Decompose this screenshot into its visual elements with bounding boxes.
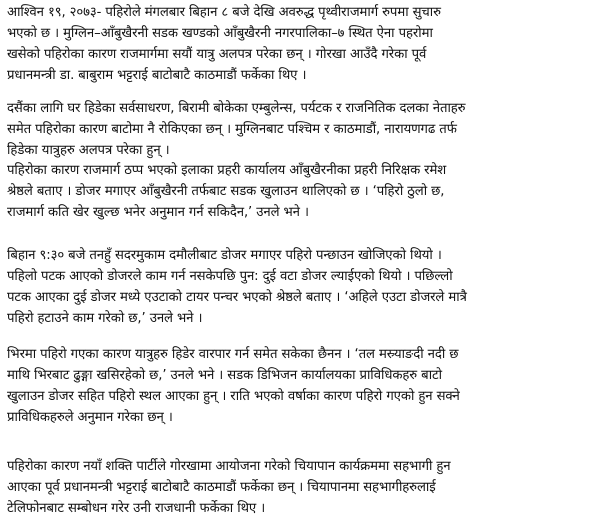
- paragraph-line: भएको छ । मुग्लिन–आँबुखैरनी सडक खण्डको आँबुखैरनी नगरपालिका–७ स्थित ऐना पहरोमा: [7, 26, 433, 41]
- paragraph-line: माथि भिरबाट ढुङ्गा खसिरहेको छ,’ उनले भने । सडक डिभिजन कार्यालयका प्राविधिकहरु बाटो: [7, 368, 442, 383]
- paragraph-line: खसेको पहिरोका कारण राजमार्गमा सयौं यात्रु अलपत्र परेका छन् । गोरखा आउँदै गरेका पूर्व: [7, 47, 427, 62]
- paragraph-line: पहिरोका कारण नयाँ शक्ति पार्टीले गोरखामा आयोजना गरेको चियापान कार्यक्रममा सहभागी हुन: [7, 459, 451, 474]
- paragraph-line: पटक आएका दुई डोजर मध्ये एउटाको टायर पन्चर भएको श्रेष्ठले बताए । ‘अहिले एउटा डोजरले मात्रै: [7, 290, 467, 305]
- paragraph-1: [7, 2, 611, 86]
- paragraph-line: हिडेका यात्रुहरु अलपत्र परेका हुन् ।: [7, 143, 170, 158]
- paragraph-line: आश्विन १९, २०७३- पहिरोले मंगलबार बिहान ८ बजे देखि अवरुद्ध पृथ्वीराजमार्ग रुपमा सुचारु: [7, 5, 441, 20]
- paragraph-line: पहिलो पटक आएको डोजरले काम गर्न नसकेपछि पुन: दुई वटा डोजर ल्याईएको थियो । पछिल्लो: [7, 269, 453, 284]
- paragraph-line: बिहान ९:३० बजे तनहुँ सदरमुकाम दमौलीबाट डोजर मगाएर पहिरो पन्छाउन खोजिएको थियो ।: [7, 248, 442, 263]
- paragraph-line: समेत पहिरोका कारण बाटोमा नै रोकिएका छन् । मुग्लिनबाट पश्चिम र काठमाडौं, नारायणगढ तर्फ: [7, 122, 457, 137]
- paragraph-4: [7, 245, 611, 329]
- paragraph-2: [7, 98, 611, 161]
- paragraph-line: प्राविधिकहरुले अनुमान गरेका छन् ।: [7, 410, 173, 425]
- paragraph-line: पहिरोका कारण राजमार्ग ठप्प भएको इलाका प्रहरी कार्यालय आँबुखैरनीका प्रहरी निरिक्षक रमेश: [7, 163, 447, 178]
- paragraph-line: खुलाउन डोजर सहित पहिरो स्थल आएका हुन् । राति भएको वर्षाका कारण पहिरो गएको हुन सक्ने: [7, 389, 460, 404]
- paragraph-line: टेलिफोनबाट सम्बोधन गरेर उनी राजधानी फर्केका थिए ।: [7, 501, 266, 516]
- paragraph-line: पहिरो हटाउने काम गरेको छ,’ उनले भने ।: [7, 311, 203, 326]
- paragraph-line: राजमार्ग कति खेर खुल्छ भनेर अनुमान गर्न सकिदैन,’ उनले भने ।: [7, 205, 309, 220]
- paragraph-line: दसैंका लागि घर हिडेका सर्वसाधरण, बिरामी बोकेका एम्बुलेन्स, पर्यटक र राजनितिक दलका नेताहरु: [7, 101, 466, 116]
- paragraph-5: [7, 344, 611, 428]
- paragraph-line: आएका पूर्व प्रधानमन्त्री भट्टराई बाटोबाटै काठमाडौं फर्केका छन् । चियापानमा सहभागीहरुलाई: [7, 480, 436, 495]
- paragraph-line: श्रेष्ठले बताए । डोजर मगाएर आँबुखैरनी तर्फबाट सडक खुलाउन थालिएको छ । ‘पहिरो ठुलो छ,: [7, 184, 445, 199]
- paragraph-line: भिरमा पहिरो गएका कारण यात्रुहरु हिडेर वारपार गर्न समेत सकेका छैनन । ‘तल मस्र्याङदी नदी छ: [7, 347, 459, 362]
- paragraph-3: [7, 160, 611, 223]
- paragraph-6: [7, 456, 611, 519]
- paragraph-line: प्रधानमन्त्री डा. बाबुराम भट्टराई बाटोबाटै काठमाडौं फर्केका थिए ।: [7, 68, 307, 83]
